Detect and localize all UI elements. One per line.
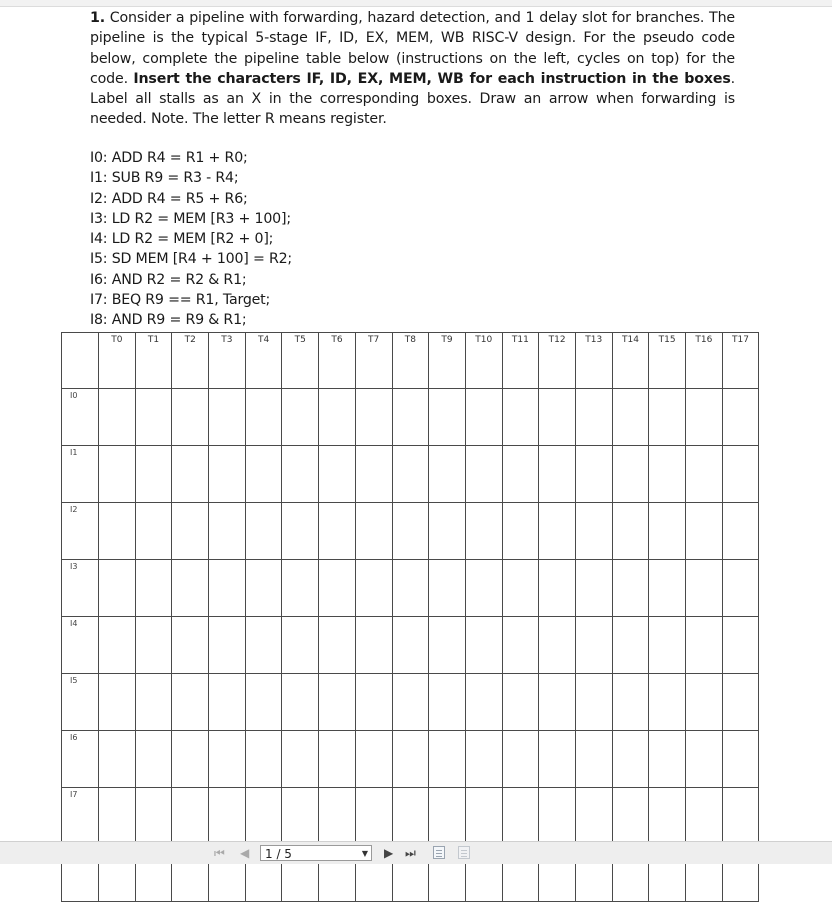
pipeline-cell[interactable] xyxy=(209,731,246,788)
pipeline-cell[interactable] xyxy=(209,503,246,560)
pipeline-cell[interactable] xyxy=(649,560,686,617)
code-line: I1: SUB R9 = R3 - R4; xyxy=(90,170,239,187)
pipeline-cell[interactable] xyxy=(282,731,319,788)
pipeline-cell[interactable] xyxy=(319,617,356,674)
last-page-icon[interactable]: ⏭ xyxy=(405,846,416,860)
pipeline-cell[interactable] xyxy=(209,446,246,503)
pipeline-cell[interactable] xyxy=(465,389,502,446)
pipeline-cell[interactable] xyxy=(135,788,172,845)
pipeline-cell[interactable] xyxy=(209,560,246,617)
pipeline-table xyxy=(61,332,759,902)
pipeline-cell[interactable] xyxy=(722,389,759,446)
pipeline-cell[interactable] xyxy=(575,560,612,617)
question-number: 1. xyxy=(90,10,105,26)
pipeline-cell[interactable] xyxy=(539,389,576,446)
instruction-row-label: I6 xyxy=(62,731,99,788)
cycle-header: T9 xyxy=(429,333,466,389)
pipeline-cell[interactable] xyxy=(539,446,576,503)
pipeline-cell[interactable] xyxy=(722,617,759,674)
pipeline-cell[interactable] xyxy=(686,560,723,617)
pipeline-cell[interactable] xyxy=(686,446,723,503)
pipeline-cell[interactable] xyxy=(99,674,136,731)
pipeline-cell[interactable] xyxy=(502,446,539,503)
pipeline-cell[interactable] xyxy=(392,788,429,845)
question-text-2: . Label all stalls as an X in the corresponding boxes. Draw an arrow when forwarding is needed. Note. The letter R means register. xyxy=(90,70,736,128)
instruction-row-label: I5 xyxy=(62,674,99,731)
pipeline-cell[interactable] xyxy=(686,788,723,845)
page-number-value: 1 / 5 xyxy=(265,847,292,861)
pipeline-cell[interactable] xyxy=(649,788,686,845)
pipeline-cell[interactable] xyxy=(135,503,172,560)
instruction-row-label: I4 xyxy=(62,617,99,674)
pipeline-cell[interactable] xyxy=(135,389,172,446)
pipeline-cell[interactable] xyxy=(502,617,539,674)
pipeline-cell[interactable] xyxy=(355,389,392,446)
pipeline-cell[interactable] xyxy=(282,617,319,674)
cycle-header: T6 xyxy=(319,333,356,389)
pipeline-cell[interactable] xyxy=(612,731,649,788)
pipeline-cell[interactable] xyxy=(355,731,392,788)
pipeline-cell[interactable] xyxy=(686,617,723,674)
question-block xyxy=(90,8,735,130)
pipeline-cell[interactable] xyxy=(355,788,392,845)
pipeline-cell[interactable] xyxy=(319,503,356,560)
pipeline-cell[interactable] xyxy=(649,674,686,731)
pipeline-cell[interactable] xyxy=(722,731,759,788)
pipeline-cell[interactable] xyxy=(319,446,356,503)
pipeline-cell[interactable] xyxy=(502,389,539,446)
pipeline-cell[interactable] xyxy=(539,560,576,617)
pipeline-cell[interactable] xyxy=(135,560,172,617)
code-line: I6: AND R2 = R2 & R1; xyxy=(90,271,247,288)
previous-page-icon[interactable]: ◀ xyxy=(240,846,250,860)
code-line: I2: ADD R4 = R5 + R6; xyxy=(90,190,248,207)
pipeline-cell[interactable] xyxy=(502,788,539,845)
pipeline-cell[interactable] xyxy=(245,446,282,503)
pipeline-cell[interactable] xyxy=(575,674,612,731)
pipeline-cell[interactable] xyxy=(355,560,392,617)
pipeline-cell[interactable] xyxy=(209,788,246,845)
pipeline-cell[interactable] xyxy=(209,389,246,446)
pipeline-cell[interactable] xyxy=(319,788,356,845)
pipeline-cell[interactable] xyxy=(172,731,209,788)
table-row xyxy=(62,617,759,674)
pipeline-cell[interactable] xyxy=(612,446,649,503)
pipeline-cell[interactable] xyxy=(539,503,576,560)
instruction-row-label: I7 xyxy=(62,788,99,845)
pipeline-cell[interactable] xyxy=(649,617,686,674)
pipeline-cell[interactable] xyxy=(429,674,466,731)
cycle-header: T14 xyxy=(612,333,649,389)
cycle-header: T12 xyxy=(539,333,576,389)
pipeline-cell[interactable] xyxy=(575,503,612,560)
code-line: I3: LD R2 = MEM [R3 + 100]; xyxy=(90,210,291,227)
cycle-header: T3 xyxy=(209,333,246,389)
table-row xyxy=(62,389,759,446)
pipeline-cell[interactable] xyxy=(355,446,392,503)
pipeline-cell[interactable] xyxy=(612,617,649,674)
pipeline-cell[interactable] xyxy=(99,617,136,674)
table-row xyxy=(62,788,759,845)
pipeline-cell[interactable] xyxy=(392,389,429,446)
pipeline-cell[interactable] xyxy=(172,503,209,560)
pipeline-cell[interactable] xyxy=(209,674,246,731)
page-navigation-toolbar xyxy=(0,841,832,864)
pipeline-cell[interactable] xyxy=(99,560,136,617)
cycle-header: T16 xyxy=(686,333,723,389)
pipeline-cell[interactable] xyxy=(282,503,319,560)
pipeline-cell[interactable] xyxy=(172,674,209,731)
pipeline-cell[interactable] xyxy=(319,560,356,617)
pipeline-cell[interactable] xyxy=(392,446,429,503)
pipeline-cell[interactable] xyxy=(686,503,723,560)
pipeline-cell[interactable] xyxy=(722,560,759,617)
instruction-row-label: I1 xyxy=(62,446,99,503)
table-row xyxy=(62,731,759,788)
pipeline-cell[interactable] xyxy=(429,446,466,503)
pipeline-cell[interactable] xyxy=(172,560,209,617)
code-line: I8: AND R9 = R9 & R1; xyxy=(90,312,247,329)
first-page-icon[interactable]: ⏮ xyxy=(214,846,225,860)
pipeline-cell[interactable] xyxy=(355,617,392,674)
pipeline-cell[interactable] xyxy=(429,617,466,674)
pipeline-cell[interactable] xyxy=(355,503,392,560)
pipeline-cell[interactable] xyxy=(612,560,649,617)
pipeline-cell[interactable] xyxy=(319,389,356,446)
pipeline-cell[interactable] xyxy=(392,674,429,731)
cycle-header: T5 xyxy=(282,333,319,389)
pipeline-cell[interactable] xyxy=(245,560,282,617)
pipeline-cell[interactable] xyxy=(575,617,612,674)
pipeline-cell[interactable] xyxy=(686,731,723,788)
pipeline-cell[interactable] xyxy=(612,389,649,446)
pipeline-cell[interactable] xyxy=(465,446,502,503)
pipeline-cell[interactable] xyxy=(99,389,136,446)
cycle-header: T17 xyxy=(722,333,759,389)
pipeline-cell[interactable] xyxy=(502,674,539,731)
pipeline-cell[interactable] xyxy=(392,503,429,560)
pipeline-cell[interactable] xyxy=(465,731,502,788)
instruction-row-label: I3 xyxy=(62,560,99,617)
pipeline-cell[interactable] xyxy=(99,731,136,788)
pipeline-cell[interactable] xyxy=(172,446,209,503)
pipeline-cell[interactable] xyxy=(392,560,429,617)
pipeline-cell[interactable] xyxy=(539,731,576,788)
question-text-1: Consider a pipeline with forwarding, hazard detection, and 1 delay slot for branches. The pipeline is the typical 5-stage IF, ID, EX, MEM, WB RISC-V design. For the pseudo code below, complete the pipeline table below (instructions on the left, cycles on top) for the code. xyxy=(90,10,735,87)
cycle-header: T15 xyxy=(649,333,686,389)
code-line: I7: BEQ R9 == R1, Target; xyxy=(90,292,271,309)
pipeline-cell[interactable] xyxy=(575,788,612,845)
pipeline-cell[interactable] xyxy=(209,617,246,674)
chevron-down-icon: ▼ xyxy=(361,849,368,858)
pipeline-cell[interactable] xyxy=(392,617,429,674)
pipeline-cell[interactable] xyxy=(539,674,576,731)
pipeline-cell[interactable] xyxy=(135,617,172,674)
pipeline-cell[interactable] xyxy=(245,788,282,845)
pipeline-cell[interactable] xyxy=(502,503,539,560)
pipeline-cell[interactable] xyxy=(99,788,136,845)
pipeline-cell[interactable] xyxy=(172,389,209,446)
pipeline-cell[interactable] xyxy=(245,389,282,446)
pipeline-cell[interactable] xyxy=(429,560,466,617)
pipeline-cell[interactable] xyxy=(135,446,172,503)
pipeline-cell[interactable] xyxy=(539,617,576,674)
pipeline-cell[interactable] xyxy=(465,617,502,674)
pipeline-cell[interactable] xyxy=(135,731,172,788)
pipeline-cell[interactable] xyxy=(319,731,356,788)
pipeline-cell[interactable] xyxy=(282,674,319,731)
cycle-header: T11 xyxy=(502,333,539,389)
pipeline-cell[interactable] xyxy=(429,788,466,845)
pipeline-cell[interactable] xyxy=(575,389,612,446)
pipeline-cell[interactable] xyxy=(135,674,172,731)
pipeline-cell[interactable] xyxy=(465,674,502,731)
cycle-header: T13 xyxy=(575,333,612,389)
cycle-header: T10 xyxy=(465,333,502,389)
pipeline-cell[interactable] xyxy=(172,788,209,845)
pipeline-cell[interactable] xyxy=(392,731,429,788)
pipeline-cell[interactable] xyxy=(245,674,282,731)
instruction-row-label: I0 xyxy=(62,389,99,446)
question-paragraph xyxy=(90,8,735,130)
code-line: I5: SD MEM [R4 + 100] = R2; xyxy=(90,251,293,268)
pipeline-cell[interactable] xyxy=(429,389,466,446)
pipeline-cell[interactable] xyxy=(429,503,466,560)
pipeline-cell[interactable] xyxy=(575,731,612,788)
pipeline-cell[interactable] xyxy=(355,674,392,731)
pipeline-cell[interactable] xyxy=(649,446,686,503)
two-page-layout-icon[interactable] xyxy=(458,846,470,859)
pipeline-cell[interactable] xyxy=(282,560,319,617)
table-row xyxy=(62,674,759,731)
pipeline-cell[interactable] xyxy=(282,446,319,503)
cycle-header: T1 xyxy=(135,333,172,389)
cycle-header: T8 xyxy=(392,333,429,389)
pipeline-cell[interactable] xyxy=(575,446,612,503)
question-bold-instruction: Insert the characters IF, ID, EX, MEM, WB for each instruction in the boxes xyxy=(133,70,731,87)
pipeline-cell[interactable] xyxy=(686,674,723,731)
pipeline-cell[interactable] xyxy=(612,674,649,731)
pipeline-cell[interactable] xyxy=(539,788,576,845)
pipeline-cell[interactable] xyxy=(722,674,759,731)
table-row xyxy=(62,446,759,503)
pipeline-cell[interactable] xyxy=(502,731,539,788)
pipeline-cell[interactable] xyxy=(502,560,539,617)
page-number-select[interactable] xyxy=(260,845,372,861)
pipeline-cell[interactable] xyxy=(612,503,649,560)
cycle-header: T7 xyxy=(355,333,392,389)
pipeline-cell[interactable] xyxy=(282,788,319,845)
pipeline-cell[interactable] xyxy=(722,788,759,845)
pipeline-cell[interactable] xyxy=(465,560,502,617)
pipeline-cell[interactable] xyxy=(465,788,502,845)
cycle-header: T0 xyxy=(99,333,136,389)
table-row xyxy=(62,503,759,560)
pipeline-cell[interactable] xyxy=(172,617,209,674)
cycle-header: T2 xyxy=(172,333,209,389)
pipeline-cell[interactable] xyxy=(99,503,136,560)
instruction-row-label: I2 xyxy=(62,503,99,560)
pipeline-cell[interactable] xyxy=(245,731,282,788)
table-corner-cell xyxy=(62,333,99,389)
pipeline-cell[interactable] xyxy=(722,503,759,560)
code-line: I0: ADD R4 = R1 + R0; xyxy=(90,150,248,166)
pipeline-cell[interactable] xyxy=(722,446,759,503)
pipeline-cell[interactable] xyxy=(686,389,723,446)
pipeline-cell[interactable] xyxy=(245,503,282,560)
pipeline-cell[interactable] xyxy=(649,503,686,560)
table-row xyxy=(62,560,759,617)
pipeline-cell[interactable] xyxy=(649,731,686,788)
pipeline-cell[interactable] xyxy=(319,674,356,731)
pipeline-cell[interactable] xyxy=(282,389,319,446)
page-layout-icon[interactable] xyxy=(433,846,445,859)
code-listing xyxy=(90,148,292,331)
code-line: I4: LD R2 = MEM [R2 + 0]; xyxy=(90,231,274,248)
cycle-header: T4 xyxy=(245,333,282,389)
pipeline-cell[interactable] xyxy=(245,617,282,674)
pipeline-cell[interactable] xyxy=(612,788,649,845)
pipeline-cell[interactable] xyxy=(649,389,686,446)
pipeline-cell[interactable] xyxy=(465,503,502,560)
top-rule xyxy=(0,0,832,7)
next-page-icon[interactable]: ▶ xyxy=(384,846,394,860)
pipeline-cell[interactable] xyxy=(429,731,466,788)
pipeline-cell[interactable] xyxy=(99,446,136,503)
